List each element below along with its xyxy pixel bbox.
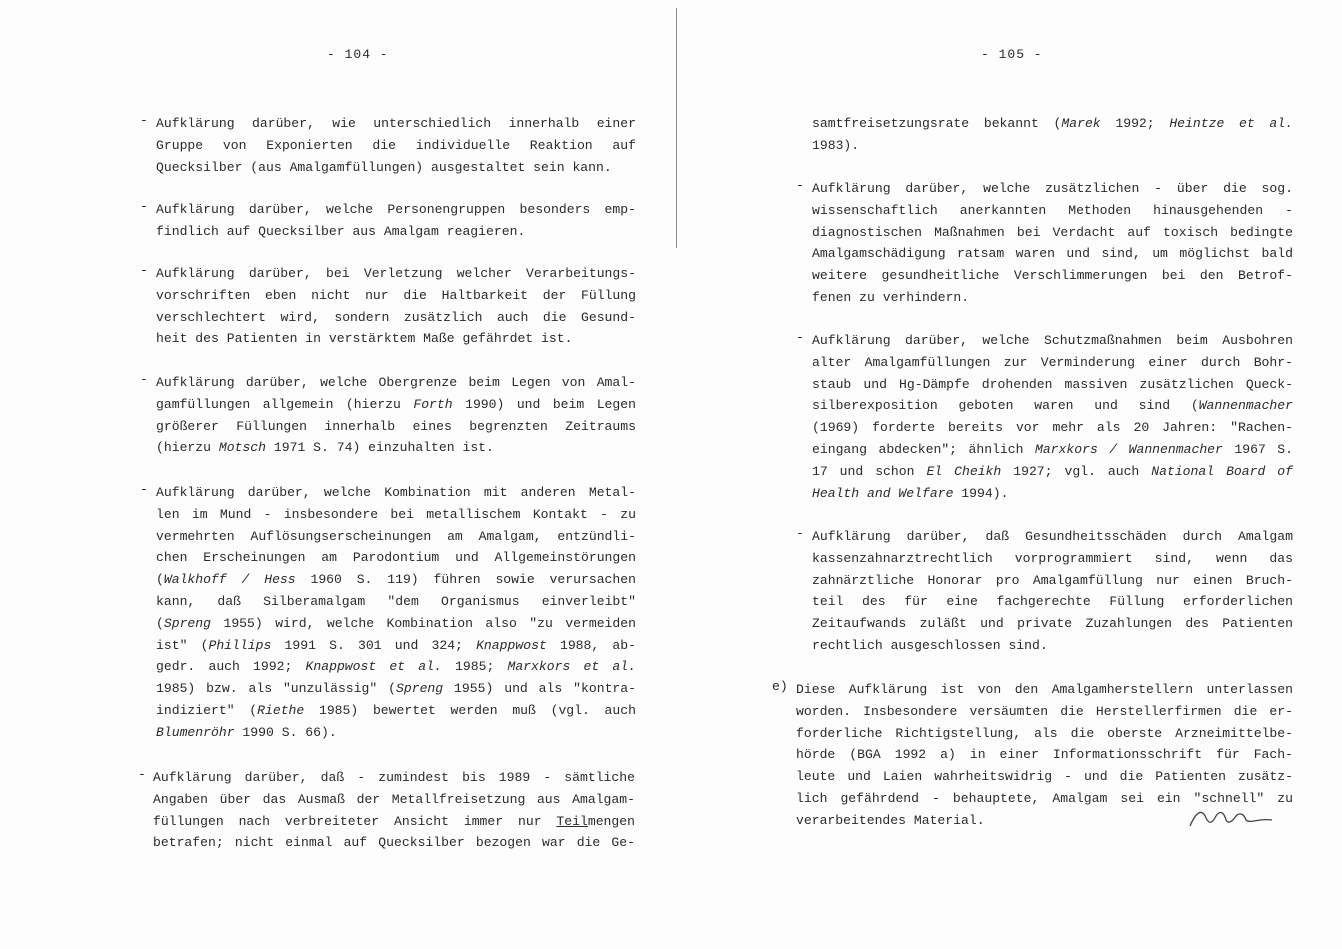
- list-dash: -: [140, 113, 148, 128]
- list-item: Aufklärung darüber, bei Verletzung welcher Verarbeitungs- vorschriften eben nicht nur die Haltbarkeit der Füllung verschlechtert wird, sondern zusätzlich auch die Gesund- heit des Patienten in verstärktem Maße gefährdet ist.: [156, 266, 636, 347]
- list-item: Aufklärung darüber, daß Gesundheitsschäden durch Amalgam kassenzahnarztrechtlich vorprogrammiert sind, wenn das zahnärztliche Honorar pro Amalgamfüllung nur einen Bruch- teil des für eine fachgerechte Füllung erforderlichen Zeitaufwands zuläßt und private Zuzahlungen des Patienten rechtlich ausgeschlossen sind.: [812, 529, 1293, 653]
- list-item: Aufklärung darüber, welche Kombination mit anderen Metal- len im Mund - insbesondere bei metallischem Kontakt - zu vermehrten Auflösungserscheinungen am Amalgam, entzündli- chen Erscheinungen am Parodontium und Allgemeinstörungen (Walkhoff / Hess 1960 S. 119) führen sowie verursachen kann, daß Silberamalgam "dem Organismus einverleibt" (Spreng 1955) wird, welche Kombination also "zu vermeiden ist" (Phillips 1991 S. 301 und 324; Knappwost 1988, ab- gedr. auch 1992; Knappwost et al. 1985; Marxkors et al. 1985) bzw. als "unzulässig" (Spreng 1955) und als "kontra- indiziert" (Riethe 1985) bewertet werden muß (vgl. auch Blumenröhr 1990 S. 66).: [156, 485, 636, 740]
- list-item: Aufklärung darüber, daß - zumindest bis 1989 - sämtliche Angaben über das Ausmaß der Metallfreisetzung aus Amalgam- füllungen nach verbreiteter Ansicht immer nur Teilmengen betrafen; nicht einmal auf Quecksilber bezogen war die Ge-: [153, 770, 635, 851]
- list-dash: -: [140, 482, 148, 497]
- list-dash: -: [796, 330, 804, 345]
- list-dash: -: [138, 767, 146, 782]
- page-fold-line: [676, 8, 677, 248]
- list-dash: -: [140, 199, 148, 214]
- list-dash: -: [140, 372, 148, 387]
- handwritten-initial-mark: [1188, 804, 1276, 830]
- list-dash: -: [140, 263, 148, 278]
- list-item: Aufklärung darüber, welche Personengruppen besonders emp- findlich auf Quecksilber aus Amalgam reagieren.: [156, 202, 636, 239]
- list-item: samtfreisetzungsrate bekannt (Marek 1992; Heintze et al. 1983).: [812, 116, 1293, 153]
- list-item: Aufklärung darüber, welche Obergrenze beim Legen von Amal- gamfüllungen allgemein (hierzu Forth 1990) und beim Legen größerer Füllungen innerhalb eines begrenzten Zeitraums (hierzu Motsch 1971 S. 74) einzuhalten ist.: [156, 375, 636, 456]
- list-item: Aufklärung darüber, wie unterschiedlich innerhalb einer Gruppe von Exponierten die individuelle Reaktion auf Quecksilber (aus Amalgamfüllungen) ausgestaltet sein kann.: [156, 116, 636, 175]
- list-item: Aufklärung darüber, welche zusätzlichen - über die sog. wissenschaftlich anerkannten Methoden hinausgehenden - diagnostischen Maßnahmen bei Verdacht auf toxisch bedingte Amalgamschädigung ratsam waren und sind, um möglichst bald weitere gesundheitliche Verschlimmerungen bei den Betrof- fenen zu verhindern.: [812, 181, 1293, 305]
- page-number: - 105 -: [981, 47, 1043, 62]
- list-dash: -: [796, 526, 804, 541]
- list-dash: -: [796, 178, 804, 193]
- list-item: Diese Aufklärung ist von den Amalgamherstellern unterlassen worden. Insbesondere versäumten die Herstellerfirmen die er- forderliche Richtigstellung, als die oberste Arzneimittelbe- hörde (BGA 1992 a) in einer Informationsschrift für Fach- leute und Laien wahrheitswidrig - und die Patienten zusätz- lich gefährdend - behauptete, Amalgam sei ein "schnell" zu verarbeitendes Material.: [796, 682, 1293, 828]
- page-number: - 104 -: [327, 47, 389, 62]
- right-page: [678, 0, 1342, 949]
- list-marker: e): [772, 679, 788, 694]
- list-item: Aufklärung darüber, welche Schutzmaßnahmen beim Ausbohren alter Amalgamfüllungen zur Verminderung einer durch Bohr- staub und Hg-Dämpfe drohenden massiven zusätzlichen Queck- silberexposition geboten waren und sind (Wannenmacher (1969) forderte bereits vor mehr als 20 Jahren: "Rachen- eingang abdecken"; ähnlich Marxkors / Wannenmacher 1967 S. 17 und schon El Cheikh 1927; vgl. auch National Board of Health and Welfare 1994).: [812, 333, 1294, 501]
